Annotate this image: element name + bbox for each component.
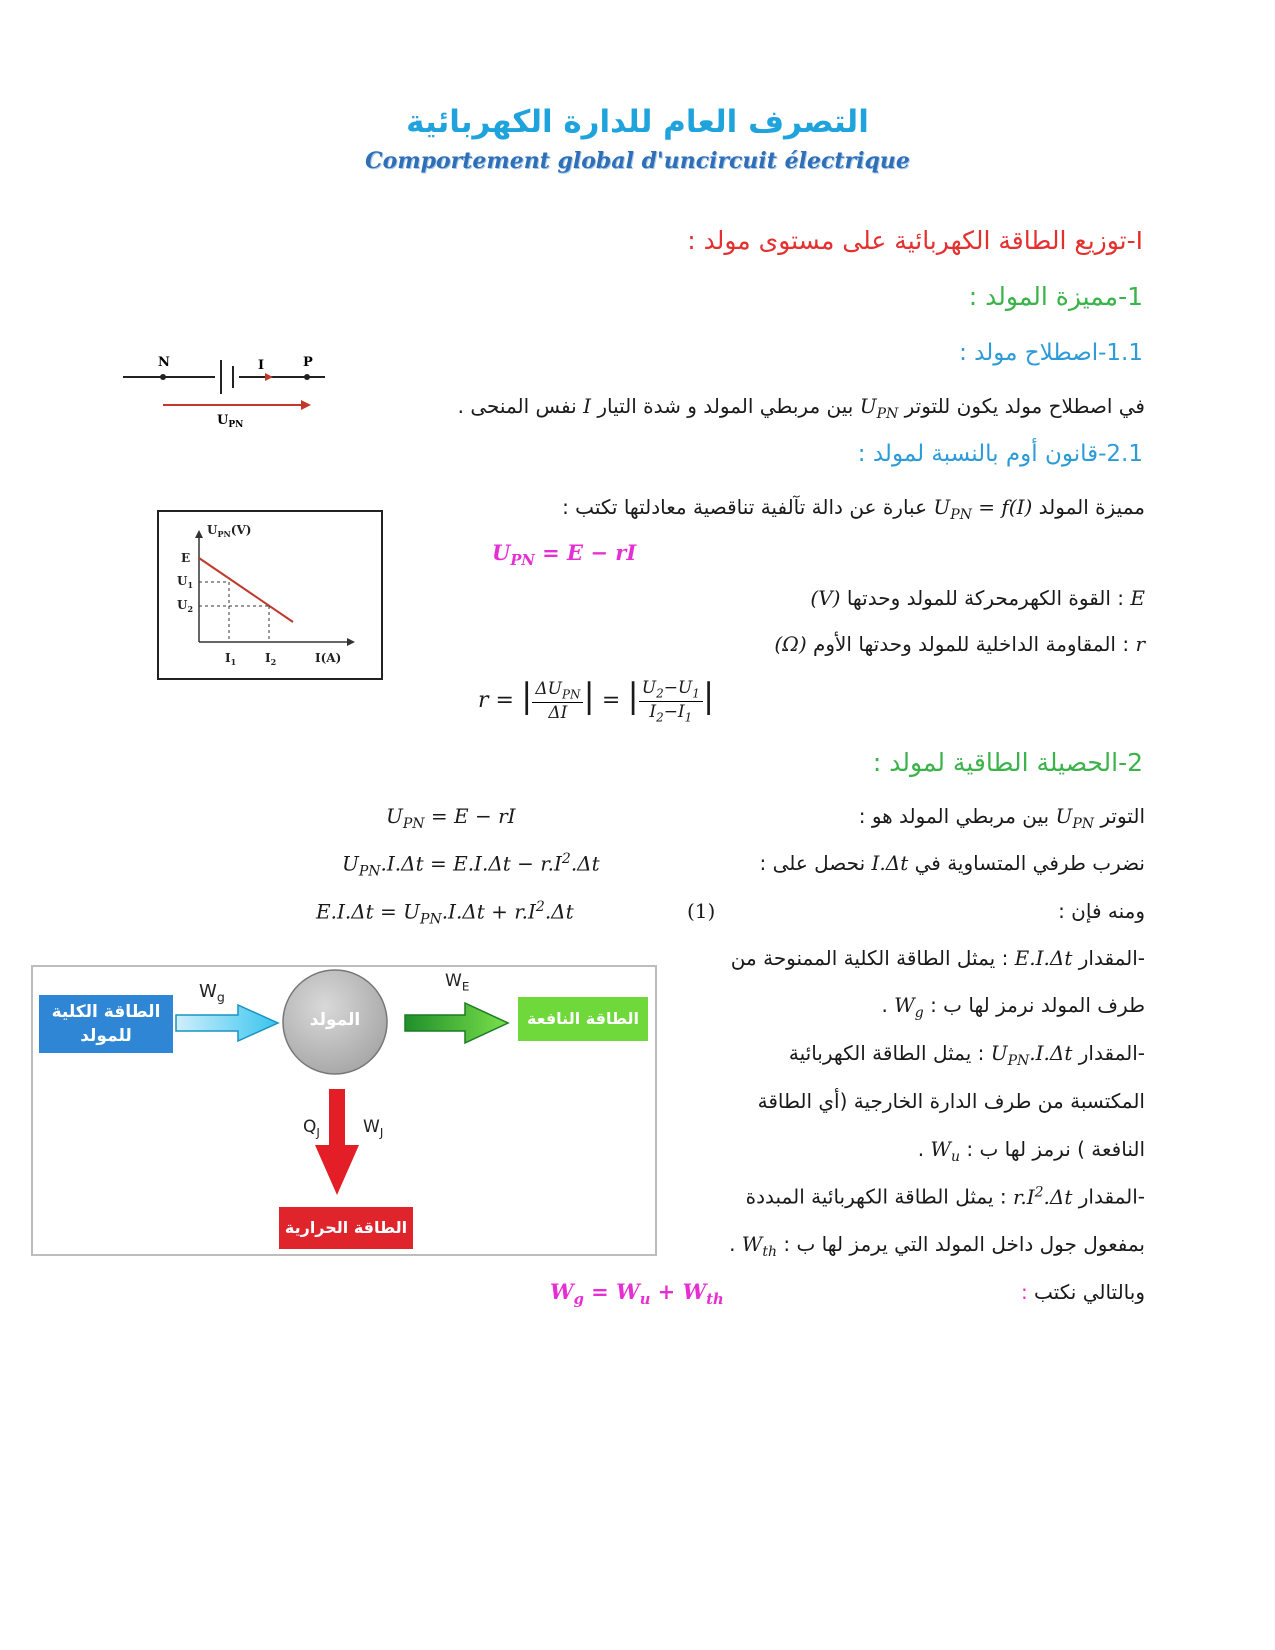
generator-convention-diagram [115,348,345,433]
graph-y-axis-label: $U_{PN}(V)$ [207,523,252,539]
equation-voltage: $U_{PN} = E$ − rI [386,804,516,832]
wj-label: $W_J$ [363,1117,384,1140]
equation-energy-1: $U_{PN}.I.\Delta t = E.I.\Delta t - r.I^2.\Delta t$ [342,851,600,880]
convention-heading: 1.1-اصطلاح مولد : [959,340,1143,366]
graph-u2-label: $U_2$ [177,598,194,614]
graph-i1-label: $I_1$ [225,651,237,667]
graph-x-axis-label: I(A) [315,651,342,665]
subsection-1-heading: 1-مميزة المولد : [968,282,1143,311]
characteristic-text: مميزة المولد $U_{PN} = f(I)$ عبارة عن دالة تآلفية تناقصية معادلتها تكتب : [562,495,1145,523]
total-energy-line-1: -المقدار E.I.Δt : يمثل الطاقة الكلية الممنوحة من [730,946,1145,970]
qj-label: $Q_J$ [303,1117,320,1140]
useful-energy-line-1: -المقدار $U_{PN}.I.\Delta t$ : يمثل الطاقة الكهربائية [788,1041,1145,1069]
we-label: $W_E$ [445,971,470,994]
conclusion-text: وبالتالي نكتب : [1020,1280,1145,1304]
wg-label: $W_g$ [199,981,225,1005]
terminal-p-label: P [303,355,313,370]
multiply-line: نضرب طرفي المتساوية في I.Δt نحصل على : [759,851,1145,875]
graph-e-label: E [181,551,191,565]
heat-arrow-icon [315,1089,359,1195]
ohm-law-formula: $U_{PN} = E$ − rI [492,540,637,570]
useful-energy-line-3: النافعة ) نرمز لها ب : $W_u$ . [917,1137,1145,1165]
total-energy-box: الطاقة الكلية للمولد [39,995,173,1053]
upn-label: $U_{PN}$ [217,413,244,430]
page-title-french: Comportement global d'uncircuit électrique [365,148,910,174]
we-arrow-icon [405,1003,508,1043]
equation-energy-2: $E.I.\Delta t = U_{PN}.I.\Delta t + r.I^2.\Delta t$ [316,899,574,928]
graph-i2-label: $I_2$ [265,651,277,667]
heat-energy-line-2: بمفعول جول داخل المولد التي يرمز لها ب : $W_{th}$ . [729,1232,1145,1260]
therefore-line: ومنه فإن : [1058,899,1145,923]
ohm-law-heading: 2.1-قانون أوم بالنسبة لمولد : [857,441,1143,467]
energy-flow-diagram [31,965,657,1256]
voltage-line: التوتر $U_{PN}$ بين مربطي المولد هو : [858,804,1145,832]
total-energy-line-2: طرف المولد نرمز لها ب : $W_g$ . [881,993,1145,1021]
graph-u1-label: $U_1$ [177,574,194,590]
generator-characteristic-graph [157,510,383,680]
section-1-heading: I-توزيع الطاقة الكهربائية على مستوى مولد : [687,226,1143,255]
useful-energy-line-2: المكتسبة من طرف الدارة الخارجية (أي الطاقة [757,1089,1145,1113]
current-label: I [258,358,265,373]
subsection-2-heading: 2-الحصيلة الطاقية لمولد : [872,748,1143,777]
heat-energy-line-1: -المقدار $r.I^2.\Delta t$ : يمثل الطاقة الكهربائية المبددة [745,1184,1145,1209]
energy-balance-formula: $W_g = W_u + W_{th}$ [550,1279,724,1309]
resistance-formula: r = | $\frac{\Delta U_{PN}}{\Delta I}$ | = | $\frac{U_2-U_1}{I_2-I_1}$ | [478,676,715,724]
equation-number: (1) [687,899,716,923]
terminal-n-label: N [158,355,170,370]
wg-arrow-icon [176,1005,278,1041]
page-title-arabic: التصرف العام للدارة الكهربائية [406,104,869,140]
resistance-definition: r : المقاومة الداخلية للمولد وحدتها الأوم (Ω) [774,632,1145,656]
useful-energy-box: الطاقة النافعة [518,997,648,1041]
emf-definition: E : القوة الكهرمحركة للمولد وحدتها (V) [810,586,1145,610]
generator-label: المولد [309,1010,361,1030]
convention-text: في اصطلاح مولد يكون للتوتر $U_{PN}$ بين مربطي المولد و شدة التيار I نفس المنحى . [457,394,1145,422]
heat-energy-box: الطاقة الحرارية [279,1207,413,1249]
